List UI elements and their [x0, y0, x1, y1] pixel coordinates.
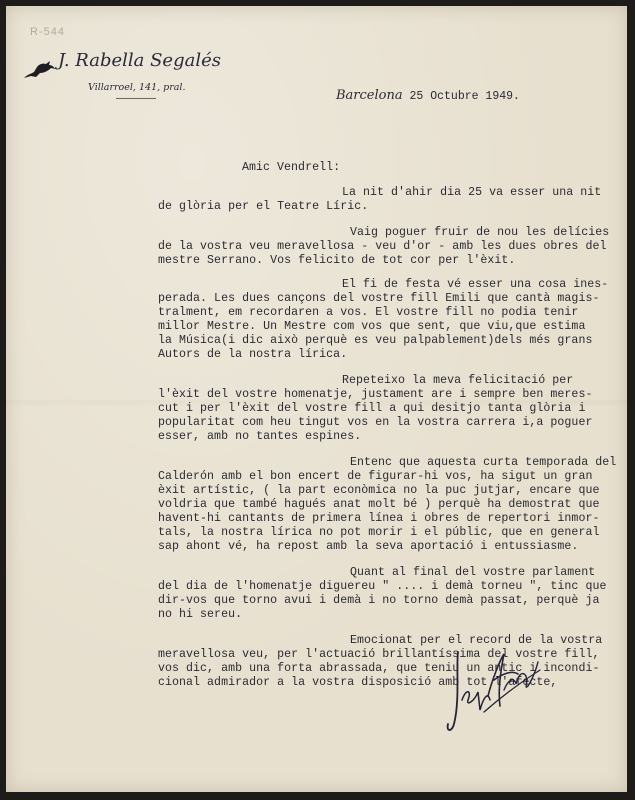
body-line: tralment, em recordaren a vos. El vostre fill no podia tenir	[158, 306, 579, 319]
body-line: Quant al final del vostre parlament	[350, 566, 596, 579]
body-line: mestre Serrano. Vos felicito de tot cor per l'èxit.	[158, 254, 516, 267]
body-line: popularitat com heu tingut vos en la vostra carrera i,a poguer	[158, 416, 593, 429]
body-line: perada. Les dues cançons del vostre fill Emili que cantà magis-	[158, 292, 600, 305]
body-line: tals, la nostra lírica no pot morir i el públic, que en general	[158, 526, 600, 539]
body-line: Vaig poguer fruir de nou les delícies	[350, 226, 610, 239]
body-line: sap ahont vé, ha repost amb la seva aportació i entussiasme.	[158, 540, 579, 553]
body-line: millor Mestre. Un Mestre com vos que sent, que viu,que estima	[158, 320, 586, 333]
body-line: vos dic, amb una forta abrassada, que teniu un antic i incondi-	[158, 662, 600, 675]
body-line: Repeteixo la meva felicitació per	[342, 374, 574, 387]
body-line: la Música(i dic això perquè es veu palpablement)dels més grans	[158, 334, 593, 347]
body-line: de glòria per el Teatre Líric.	[158, 200, 369, 213]
body-line: no hi sereu.	[158, 608, 243, 621]
body-line: havent-hi cantants de primera línea i obres de repertori inmor-	[158, 512, 600, 525]
company-name: J. Rabella Segalés	[58, 50, 221, 71]
dateline-city: Barcelona	[336, 88, 403, 103]
body-line: l'èxit del vostre homenatje, justament are i sempre ben meres-	[158, 388, 593, 401]
body-line: èxit artístic, ( la part econòmica no la puc jutjar, encare que	[158, 484, 600, 497]
handwritten-signature	[444, 640, 544, 736]
body-line: cut i per l'èxit del vostre fill a qui desitjo tanta glòria i	[158, 402, 586, 415]
body-line: Entenc que aquesta curta temporada del	[350, 456, 617, 469]
body-line: esser, amb no tantes espines.	[158, 430, 362, 443]
address-underline	[116, 98, 156, 99]
dateline	[336, 88, 520, 103]
bird-silhouette-icon	[22, 58, 56, 82]
body-line: La nit d'ahir dia 25 va esser una nit	[342, 186, 602, 199]
letter-page	[6, 6, 627, 792]
body-line: Calderón amb el bon encert de figurar-hi vos, ha sigut un gran	[158, 470, 593, 483]
body-line: voldria que també hagués anat molt bé ) perquè ha demostrat que	[158, 498, 600, 511]
body-line: cional admirador a la vostra disposició amb tot l'afecte,	[158, 676, 558, 689]
company-address: Villarroel, 141, pral.	[88, 82, 186, 93]
body-line: Autors de la nostra lírica.	[158, 348, 348, 361]
body-line: El fi de festa vé esser una cosa ines-	[342, 278, 609, 291]
body-line: meravellosa veu, per l'actuació brillantíssima del vostre fill,	[158, 648, 600, 661]
body-line: de la vostra veu meravellosa - veu d'or - amb les dues obres del	[158, 240, 607, 253]
body-line: dir-vos que torno avui i demà i no torno demà passat, perquè ja	[158, 594, 600, 607]
body-line: del dia de l'homenatje diguereu " .... i demà torneu ", tinc que	[158, 580, 607, 593]
body-line: Emocionat per el record de la vostra	[350, 634, 603, 647]
salutation: Amic Vendrell:	[242, 161, 341, 174]
archive-pencil-mark: R-544	[30, 26, 65, 38]
dateline-date: 25 Octubre 1949.	[409, 90, 520, 103]
